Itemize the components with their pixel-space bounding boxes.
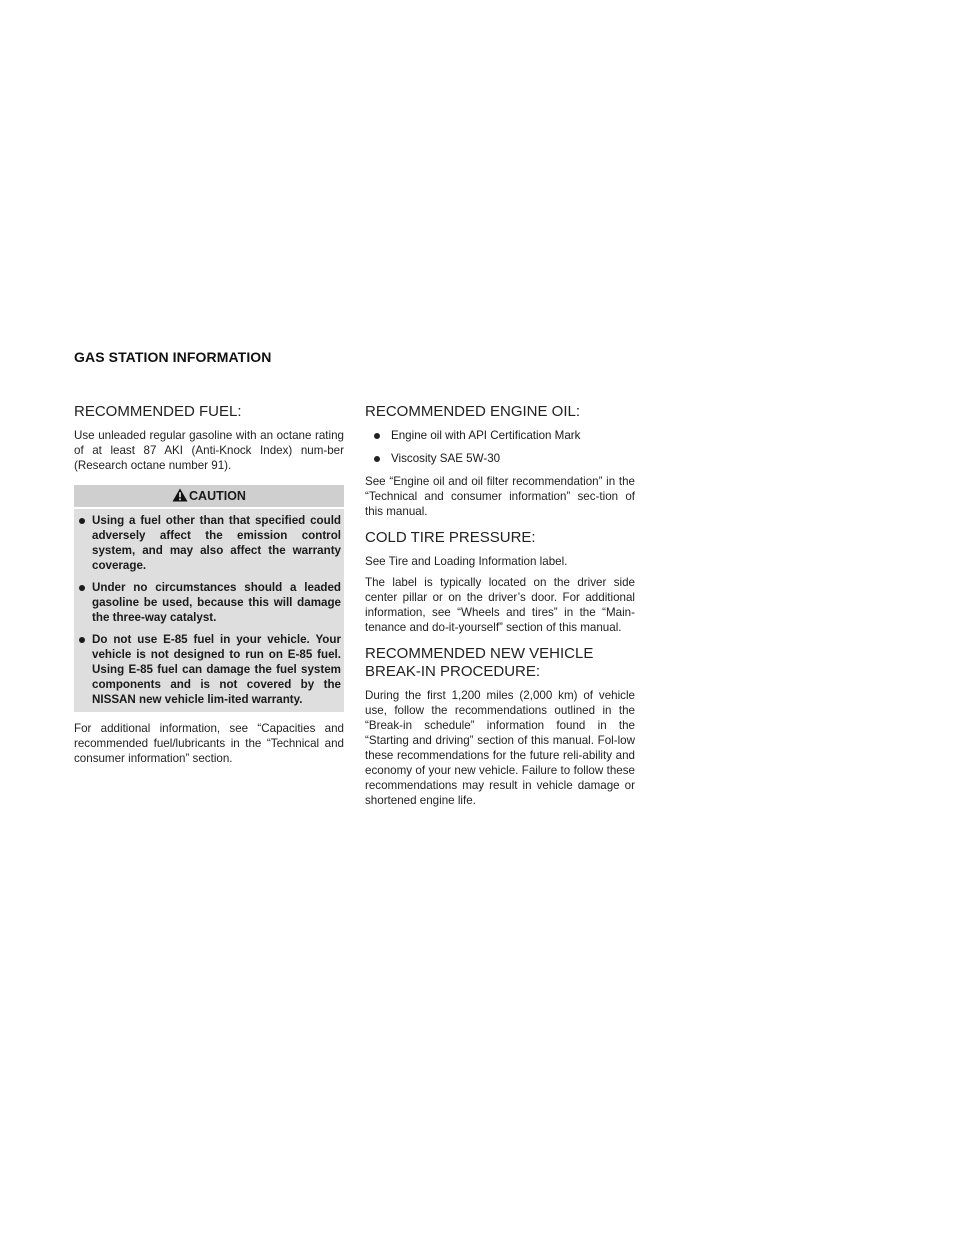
cold-tire-pressure-text-2: The label is typically located on the driver side center pillar or on the driver’s door. For additional information, see “Wheels and tires” in the “Main-tenance and do-it-yourself” section of this manual.	[365, 576, 635, 634]
break-in-procedure-text: During the first 1,200 miles (2,000 km) of vehicle use, follow the recommendations outlined in the “Break-in schedule” information found in the “Starting and driving” section of this manual. Fol-low these recommendations for the future reli-ability and economy of your new vehicle. Failure to follow these recommendations may result in vehicle damage or shortened engine life.	[365, 689, 635, 807]
caution-header	[74, 485, 344, 509]
caution-list	[74, 509, 344, 707]
recommended-fuel-title: RECOMMENDED FUEL:	[74, 403, 242, 420]
caution-box	[74, 485, 344, 712]
recommended-engine-oil-title: RECOMMENDED ENGINE OIL:	[365, 403, 581, 420]
left-column	[74, 403, 344, 772]
right-column	[365, 403, 635, 814]
caution-item-text: Under no circumstances should a leaded gasoline be used, because this will damage the three-way catalyst.	[92, 581, 341, 624]
engine-oil-text: See “Engine oil and oil filter recommendation” in the “Technical and consumer information” sec-tion of this manual.	[365, 475, 635, 518]
cold-tire-pressure-title: COLD TIRE PRESSURE:	[365, 529, 536, 546]
caution-item-text: Do not use E-85 fuel in your vehicle. Your vehicle is not designed to run on E-85 fuel. Using E-85 fuel can damage the fuel system components and is not covered by the NISSAN new vehicle lim-ited warranty.	[92, 633, 341, 706]
list-item	[365, 428, 635, 443]
recommended-fuel-text: Use unleaded regular gasoline with an octane rating of at least 87 AKI (Anti-Knock Index) num-ber (Research octane number 91).	[74, 429, 344, 472]
caution-item	[74, 513, 344, 573]
bullet-icon	[79, 518, 85, 524]
bullet-icon	[79, 585, 85, 591]
warning-triangle-icon	[172, 488, 188, 502]
caution-label: CAUTION	[189, 489, 246, 503]
caution-item	[74, 632, 344, 707]
cold-tire-pressure-text-1: See Tire and Loading Information label.	[365, 555, 568, 568]
bullet-icon	[374, 456, 380, 462]
bullet-icon	[79, 637, 85, 643]
caution-item	[74, 580, 344, 625]
page-heading: GAS STATION INFORMATION	[74, 349, 272, 365]
bullet-icon	[374, 433, 380, 439]
list-item-text: Engine oil with API Certification Mark	[391, 429, 581, 442]
additional-info-text: For additional information, see “Capacities and recommended fuel/lubricants in the “Technical and consumer information” section.	[74, 722, 344, 765]
engine-oil-list	[365, 428, 635, 466]
list-item-text: Viscosity SAE 5W-30	[391, 452, 501, 465]
break-in-procedure-title: RECOMMENDED NEW VEHICLE BREAK-IN PROCEDURE:	[365, 645, 594, 680]
list-item	[365, 451, 635, 466]
caution-item-text: Using a fuel other than that specified could adversely affect the emission control system, and may also affect the warranty coverage.	[92, 514, 341, 572]
